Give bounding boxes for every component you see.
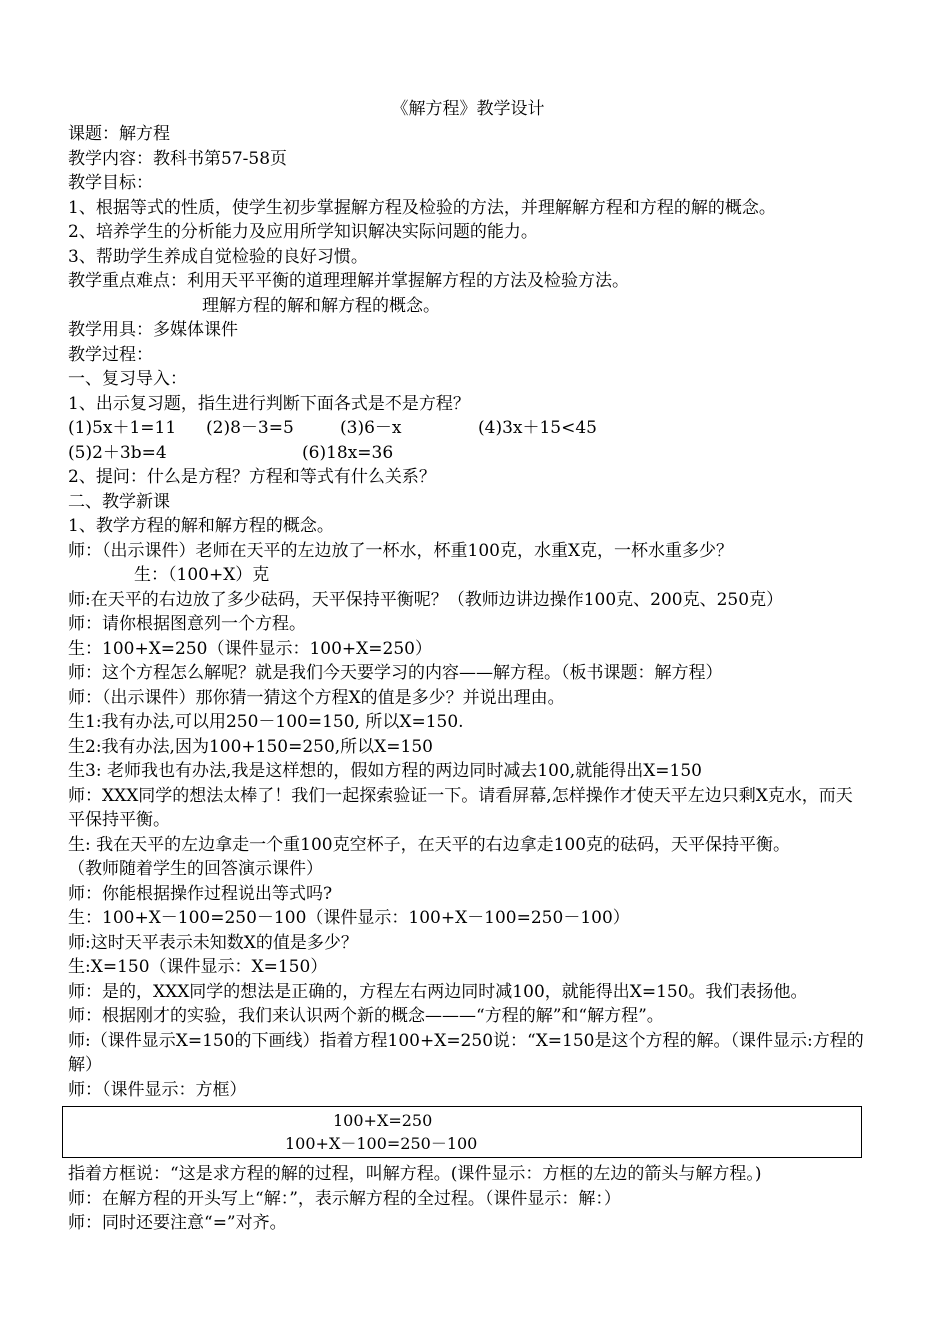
text-line: 师：（课件显示：方框） <box>68 1079 247 1100</box>
text-line: 一、复习导入： <box>68 369 187 389</box>
text-line: 生1:我有办法,可以用250－100=150, 所以X=150. <box>68 712 464 732</box>
text-line: 生:X=150（课件显示：X=150） <box>68 957 328 977</box>
box-equation-2: 100+X－100=250－100 <box>285 1134 478 1153</box>
text-line: 师:这时天平表示未知数X的值是多少？ <box>68 932 358 953</box>
document-title: 《解方程》教学设计 <box>391 99 545 119</box>
text-line: 生3: 老师我也有办法,我是这样想的，假如方程的两边同时减去100,就能得出X=150 <box>68 761 702 781</box>
text-paragraph: 师：XXX同学的想法太棒了！我们一起探索验证一下。请看屏幕,怎样操作才使天平左边只剩X克水，而天平保持平衡。 <box>68 785 853 830</box>
text-line: 师：这个方程怎么解呢？就是我们今天要学习的内容——解方程。（板书课题：解方程） <box>68 663 723 683</box>
expression: (6)18x=36 <box>302 442 394 463</box>
box-equation-1: 100+X=250 <box>333 1111 433 1130</box>
document-page <box>68 98 868 1236</box>
text-line: 师：根据刚才的实验，我们来认识两个新的概念———“方程的解”和“解方程”。 <box>68 1006 664 1026</box>
text-paragraph: 师:（课件显示X=150的下画线）指着方程100+X=250说：“X=150是这个方程的解。（课件显示:方程的解） <box>68 1030 864 1075</box>
text-line: 教学重点难点：利用天平平衡的道理理解并掌握解方程的方法及检验方法。 <box>68 271 629 291</box>
text-line: 生: 我在天平的左边拿走一个重100克空杯子，在天平的右边拿走100克的砝码，天平保持平衡。 <box>68 834 791 855</box>
text-line: 1、根据等式的性质，使学生初步掌握解方程及检验的方法，并理解解方程和方程的解的概念。 <box>68 197 776 218</box>
text-line: 课题：解方程 <box>68 124 170 144</box>
expression: (1)5x＋1=11 <box>68 418 177 438</box>
text-line: 指着方框说：“这是求方程的解的过程，叫解方程。(课件显示：方框的左边的箭头与解方程。) <box>68 1164 762 1184</box>
text-line: 师：你能根据操作过程说出等式吗? <box>68 883 333 904</box>
equation-box <box>62 1106 862 1158</box>
text-line: 师：请你根据图意列一个方程。 <box>68 614 306 634</box>
expression: (5)2＋3b=4 <box>68 442 167 463</box>
text-line: 1、教学方程的解和解方程的概念。 <box>68 516 334 536</box>
text-line: 2、提问：什么是方程？方程和等式有什么关系？ <box>68 467 436 487</box>
text-line: 教学过程： <box>68 344 153 365</box>
text-line: 教学目标： <box>68 173 153 193</box>
expression: (4)3x＋15<45 <box>478 418 597 438</box>
expression-row <box>68 416 868 441</box>
text-line: 生：100+X=250（课件显示：100+X=250） <box>68 638 432 659</box>
text-line: 教学用具：多媒体课件 <box>68 320 238 340</box>
text-line: 生：（100+X）克 <box>134 565 270 585</box>
text-line: 1、出示复习题，指生进行判断下面各式是不是方程？ <box>68 393 470 414</box>
text-line: （教师随着学生的回答演示课件） <box>68 859 323 879</box>
text-line: 师：同时还要注意“=”对齐。 <box>68 1213 287 1233</box>
text-line: 师:在天平的右边放了多少砝码，天平保持平衡呢？（教师边讲边操作100克、200克、250克） <box>68 589 784 610</box>
expression: (3)6－x <box>340 418 402 438</box>
text-line: 3、帮助学生养成自觉检验的良好习惯。 <box>68 246 368 267</box>
text-line: 理解方程的解和解方程的概念。 <box>202 295 440 316</box>
expression-row <box>68 441 868 466</box>
text-line: 师：（出示课件）老师在天平的左边放了一杯水，杯重100克，水重X克，一杯水重多少？ <box>68 540 734 561</box>
text-line: 教学内容：教科书第57-58页 <box>68 148 288 169</box>
text-line: 师：（出示课件）那你猜一猜这个方程X的值是多少？并说出理由。 <box>68 687 565 708</box>
expression: (2)8－3=5 <box>206 418 294 438</box>
text-line: 师：是的，XXX同学的想法是正确的，方程左右两边同时减100，就能得出X=150。我们表扬他。 <box>68 981 808 1002</box>
text-line: 2、培养学生的分析能力及应用所学知识解决实际问题的能力。 <box>68 222 538 242</box>
text-line: 生：100+X－100=250－100（课件显示：100+X－100=250－100） <box>68 908 630 928</box>
text-line: 二、教学新课 <box>68 491 170 512</box>
text-line: 生2:我有办法,因为100+150=250,所以X=150 <box>68 736 433 757</box>
text-line: 师：在解方程的开头写上“解：”，表示解方程的全过程。（课件显示：解：） <box>68 1188 621 1209</box>
